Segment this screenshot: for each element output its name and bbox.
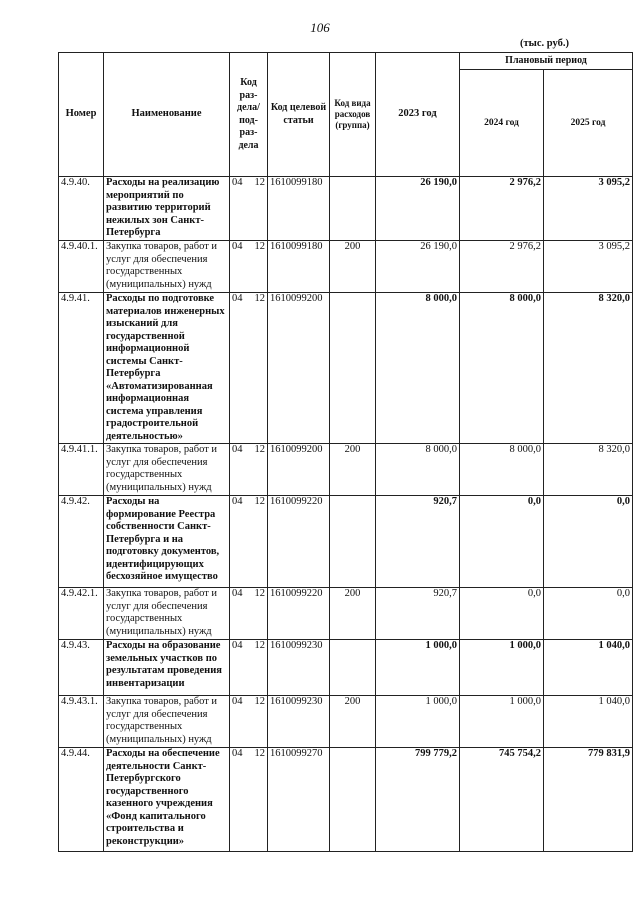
row-name: Расходы на формирование Реестра собственности Санкт-Петербурга и на подготовку документов, идентифицирующих бесхозяйное имущество	[104, 496, 230, 588]
header-2025: 2025 год	[544, 70, 633, 177]
table-row	[59, 696, 633, 748]
row-subsection-code: 12	[254, 748, 265, 759]
header-expense-type: Код вида расходов (группа)	[330, 53, 376, 177]
row-target-code: 1610099270	[268, 748, 330, 852]
row-section	[230, 588, 268, 640]
row-section-code: 04	[232, 640, 243, 651]
row-expense-type	[330, 640, 376, 696]
row-target-code: 1610099200	[268, 293, 330, 444]
row-amount-2024: 2 976,2	[460, 177, 544, 241]
row-number: 4.9.43.	[59, 640, 104, 696]
row-amount-2024: 2 976,2	[460, 241, 544, 293]
row-amount-2025: 0,0	[544, 496, 633, 588]
row-subsection-code: 12	[254, 588, 265, 599]
header-number: Номер	[59, 53, 104, 177]
row-amount-2023: 1 000,0	[376, 696, 460, 748]
row-section-code: 04	[232, 241, 243, 252]
row-amount-2025: 3 095,2	[544, 241, 633, 293]
row-amount-2025: 1 040,0	[544, 640, 633, 696]
row-expense-type	[330, 177, 376, 241]
row-amount-2024: 8 000,0	[460, 444, 544, 496]
row-name: Закупка товаров, работ и услуг для обеспечения государственных (муниципальных) нужд	[104, 588, 230, 640]
row-name: Закупка товаров, работ и услуг для обеспечения государственных (муниципальных) нужд	[104, 241, 230, 293]
row-amount-2023: 1 000,0	[376, 640, 460, 696]
row-expense-type: 200	[330, 588, 376, 640]
row-subsection-code: 12	[254, 640, 265, 651]
table-row	[59, 241, 633, 293]
row-amount-2024: 0,0	[460, 496, 544, 588]
header-section: Код раз-дела/ под-раз-дела	[230, 53, 268, 177]
header-name: Наименование	[104, 53, 230, 177]
row-expense-type: 200	[330, 241, 376, 293]
row-expense-type	[330, 496, 376, 588]
row-target-code: 1610099200	[268, 444, 330, 496]
row-subsection-code: 12	[254, 177, 265, 188]
table-row	[59, 748, 633, 852]
row-amount-2025: 779 831,9	[544, 748, 633, 852]
row-amount-2023: 920,7	[376, 496, 460, 588]
row-amount-2024: 1 000,0	[460, 640, 544, 696]
row-expense-type	[330, 748, 376, 852]
budget-table	[58, 52, 633, 852]
row-section-code: 04	[232, 496, 243, 507]
row-section	[230, 241, 268, 293]
row-section	[230, 177, 268, 241]
row-name: Расходы на обеспечение деятельности Санкт-Петербургского государственного казенного учреждения «Фонд капитального строительства и реконструкции»	[104, 748, 230, 852]
page-number: 106	[310, 20, 330, 35]
row-section	[230, 293, 268, 444]
row-amount-2023: 8 000,0	[376, 444, 460, 496]
row-number: 4.9.43.1.	[59, 696, 104, 748]
row-section-code: 04	[232, 748, 243, 759]
table-row	[59, 444, 633, 496]
header-2024: 2024 год	[460, 70, 544, 177]
table-row	[59, 588, 633, 640]
row-target-code: 1610099220	[268, 496, 330, 588]
header-2023: 2023 год	[376, 53, 460, 177]
row-subsection-code: 12	[254, 696, 265, 707]
table-row	[59, 640, 633, 696]
row-target-code: 1610099230	[268, 696, 330, 748]
row-section	[230, 748, 268, 852]
row-name: Закупка товаров, работ и услуг для обеспечения государственных (муниципальных) нужд	[104, 696, 230, 748]
row-target-code: 1610099180	[268, 241, 330, 293]
row-section-code: 04	[232, 696, 243, 707]
row-name: Расходы по подготовке материалов инженерных изысканий для государственной информационной системы Санкт-Петербурга «Автоматизированная информационная система управления градостроительной деятельностью»	[104, 293, 230, 444]
row-target-code: 1610099180	[268, 177, 330, 241]
row-amount-2025: 3 095,2	[544, 177, 633, 241]
row-section	[230, 444, 268, 496]
row-amount-2023: 799 779,2	[376, 748, 460, 852]
row-section-code: 04	[232, 588, 243, 599]
table-row	[59, 177, 633, 241]
row-amount-2023: 26 190,0	[376, 241, 460, 293]
table-body	[59, 177, 633, 852]
row-name: Расходы на реализацию мероприятий по развитию территорий нежилых зон Санкт-Петербурга	[104, 177, 230, 241]
row-section-code: 04	[232, 444, 243, 455]
row-name: Расходы на образование земельных участков по результатам проведения инвентаризации	[104, 640, 230, 696]
row-section-code: 04	[232, 177, 243, 188]
row-expense-type	[330, 293, 376, 444]
row-number: 4.9.42.1.	[59, 588, 104, 640]
row-subsection-code: 12	[254, 241, 265, 252]
row-amount-2024: 745 754,2	[460, 748, 544, 852]
row-subsection-code: 12	[254, 444, 265, 455]
row-section	[230, 640, 268, 696]
units-label: (тыс. руб.)	[520, 38, 569, 49]
row-expense-type: 200	[330, 696, 376, 748]
row-subsection-code: 12	[254, 293, 265, 304]
row-target-code: 1610099220	[268, 588, 330, 640]
row-section-code: 04	[232, 293, 243, 304]
row-section	[230, 496, 268, 588]
row-amount-2025: 0,0	[544, 588, 633, 640]
row-amount-2024: 8 000,0	[460, 293, 544, 444]
row-expense-type: 200	[330, 444, 376, 496]
row-amount-2023: 26 190,0	[376, 177, 460, 241]
row-target-code: 1610099230	[268, 640, 330, 696]
row-amount-2024: 0,0	[460, 588, 544, 640]
row-amount-2025: 1 040,0	[544, 696, 633, 748]
table-row	[59, 293, 633, 444]
row-number: 4.9.41.1.	[59, 444, 104, 496]
row-amount-2024: 1 000,0	[460, 696, 544, 748]
row-name: Закупка товаров, работ и услуг для обеспечения государственных (муниципальных) нужд	[104, 444, 230, 496]
row-number: 4.9.44.	[59, 748, 104, 852]
row-section	[230, 696, 268, 748]
row-number: 4.9.40.1.	[59, 241, 104, 293]
header-planned-period: Плановый период	[460, 53, 633, 70]
row-amount-2023: 8 000,0	[376, 293, 460, 444]
row-subsection-code: 12	[254, 496, 265, 507]
header-target: Код целевой статьи	[268, 53, 330, 177]
table-row	[59, 496, 633, 588]
row-number: 4.9.41.	[59, 293, 104, 444]
row-amount-2025: 8 320,0	[544, 293, 633, 444]
row-number: 4.9.40.	[59, 177, 104, 241]
row-number: 4.9.42.	[59, 496, 104, 588]
row-amount-2025: 8 320,0	[544, 444, 633, 496]
row-amount-2023: 920,7	[376, 588, 460, 640]
